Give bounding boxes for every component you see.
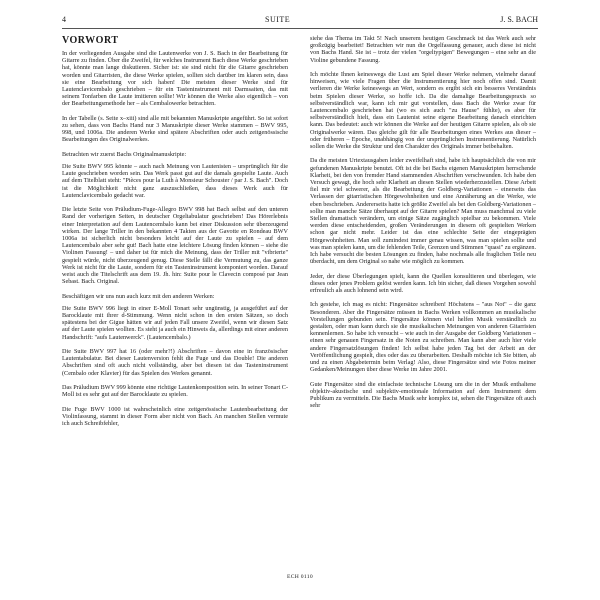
left-column <box>62 35 288 434</box>
preface-paragraph: Die Suite BWV 995 könnte – auch nach Meinung von Lautenisten – ursprünglich für die Laute geschrieben worden sein. Das Werk passt gut auf die damals gespielte Laute. Auch auf dem Titelblatt steht: "Pièces pour la Luth à Monsieur Schouster / par J. S. Bach". Doch ist die Möglichkeit nicht ganz auszuschließen, dass dieses Werk auch für Lautenclavicembalo gedacht war. <box>62 163 288 199</box>
preface-paragraph: Ich möchte Ihnen keineswegs die Lust am Spiel dieser Werke nehmen, vielmehr darauf hinweisen, wie viele Fragen über die Instrumentierung hier noch offen sind. Damit verlieren die Werke keineswegs an Wert, sondern es ergibt sich ein besseres Verständnis beim Spielen dieser Werke, so hoffe ich. Da die damalige Bearbeitungspraxis so selbstverständlich war, kann ich mir gut vorstellen, dass Bach die Werke zwar für Lautencembalo geschrieben hat (wo es sich auch "zu Hause" fühlte), es aber für selbstverständlich hielt, dass ein Lautenist seine eigene Bearbeitung danach einrichten kann. Das bedeutet: auch wir können die Werke auf der heutigen Gitarre spielen, als ob sie Originalwerke wären. Das gleiche gilt für alle Bearbeitungen eines Werkes aus dieser – oder früheren – Epoche, unabhängig von der ursprünglichen Instrumentierung. Natürlich sollen die Werke die Struktur und den Charakter des Originals immer beibehalten. <box>310 71 536 151</box>
preface-paragraph: Jeder, der diese Überlegungen spielt, kann die Quellen konsultieren und überlegen, wie dieses oder jenes Problem gelöst werden kann. Ich bin sicher, daß dieses Vorgehen sowohl erfreulich als auch lohnend sein wird. <box>310 272 536 295</box>
preface-paragraph: Die letzte Seite von Präludium-Fuge-Allegro BWV 998 hat Bach selbst auf den unteren Rand der vorherigen Seiten, in deutscher Orgeltabulatur geschrieben! Das Hörerlebnis einer Interpretation auf dem Lautencembalo kann bei einer Diskussion sehr überzeugend wirken. Der lange Triller in den bekannten 4 Takten aus der Gavotte en Rondeau BWV 1006a ist sicherlich nicht besonders leicht auf der Laute zu spielen – auf dem Lautencembalo aber sehr gut! Bach hatte eine leichtere Lösung finden können – siehe die Violinen Fassung! – und daher ist für mich die Meinung, dass der Triller mit "vibrierte" gespielt würde, nicht überzeugend genug. Diese Stelle fällt die Vermutung zu, das ganze Werk ist nicht für die Laute, sondern für ein Tasteninstrument komponiert worden. Darauf weist auch die Titelschrift aus dem 19. Jh. hin: Suite pour le Clavecin composé par Jean Sebast. Bach. Original. <box>62 206 288 286</box>
preface-paragraph: In der Tabelle (s. Seite x–xiii) sind alle mit bekannten Manuskripte angeführt. So ist sofort zu sehen, dass von Bachs Hand nur 3 Manuskripte dieser Werke stammen – BWV 995, 998, und 1006a. Die anderen Werke sind spätere Abschriften oder auch zeitgenössische Bearbeitungen des Originalwerkes. <box>62 114 288 144</box>
running-author: J. S. BACH <box>500 15 538 24</box>
header-rule <box>62 28 538 29</box>
publisher-code: ECH 0110 <box>287 574 313 580</box>
running-head <box>0 14 600 26</box>
running-title: SUITE <box>265 15 291 24</box>
page-number: 4 <box>62 15 66 24</box>
preface-paragraph: Die Fuge BWV 1000 ist wahrscheinlich eine zeitgenössische Lautenbearbeitung der Violinfassung, stammt in dieser Form aber nicht von Bach. An manchen Stellen vermute ich auch Schreibfehler, <box>62 405 288 428</box>
preface-paragraph: Die Suite BWV 997 hat 16 (oder mehr?!) Abschriften – davon eine in französischer Lautentabulatur. Bei dieser Lautenversion fehlt die Fuge und das Double! Die anderen Abschriften sind oft auch nicht vollständig, aber bei diesen ist das Tasteninstrument (Cembalo oder Klavier) für das Spielen des Werkes genannt. <box>62 348 288 377</box>
right-column <box>310 35 536 417</box>
preface-heading: VORWORT <box>62 35 119 46</box>
preface-paragraph: In der vorliegenden Ausgabe sind die Lautenwerke von J. S. Bach in der Bearbeitung für Gitarre zu finden. Über die Zweifel, für welches Instrument Bach diese Werke geschrieben hat, könnte man lange diskutieren. Sicher ist: sie sind nicht für die Gitarre geschrieben worden und Gitarristen, die diese Werke spielen, sollten sich darüber im klaren sein, dass sie eine Bearbeitung vor sich haben! Die meisten dieser Werke sind für Lautenclavicembalo geschrieben – für ein Tasteninstrument mit Darmsaiten, das mit seinem Tonfarben die Laute imitieren sollte! Wir können die Werke also eigentlich – von der Bearbeitungsmethode her – als Cembalowerke betrachten. <box>62 50 288 108</box>
preface-paragraph: Da die meisten Urtextausgaben leider zweifelhaft sind, habe ich hauptsächlich die von mir gefundenen Manuskripte benutzt. Oft ist die bei Bachs eigenen Manuskripten herrschende Klarheit, bei den von fremder Hand stammenden Abschriften verschwunden. Ich habe den Versuch gewagt, die hoch sehr Klarheit an diesen Stellen wiederherzustellen. Diese Arbeit fiel mir viel schwerer, als die Bearbeitung der Goldberg-Variationen – einerseits das Verlassen der gitarristischen Hörgewohnheiten und eine Annäherung an die Werke, wie eben beschrieben. Andererseits hatte ich größte Zweifel als bei den Goldberg-Variationen – sollte man manche Sätze überhaupt auf der Gitarre spielen? Man muss manchmal zu viele Stellen dramatisch verändern, um einige Sätze zugänglich spielbar zu bekommen. Viele werden diese entscheidenden, großen Veränderungen in diesem oft gespielten Werken schon gar nicht mehr. Leider ist das eine schlechte Seite der eingeprägten Hörgewohnheiten. Man soll zumindest immer genau wissen, was man spielen sollte und was man spielen kann, um die fehlenden Teile, Grenzen und Stimmen "quasi" zu ergänzen. Ich habe versucht die besten Lösungen zu finden, habe nochmals alle fraglichen Teile neu überdacht, um dem Original so nahe wie möglich zu kommen. <box>310 157 536 266</box>
preface-paragraph: Gute Fingersätze sind die einfachste technische Lösung um die in der Musik enthaltene objektiv-akustische und subjektiv-emotionale Information auf dem Instrument dem Publikum zu vermitteln. Die Bachs Musik sehr komplex ist, sehen die Fingersätze oft auch sehr <box>310 380 536 410</box>
preface-paragraph: siehe das Thema im Takt 5! Nach unserem heutigen Geschmack ist das Werk auch sehr großzügig bearbeitet! Betrachten wir nun die Orgelfassung genauer, auch diese ist nicht von Bachs Hand. Sie ist – trotz der vielen "orgeltypigen" Bewegungen – eine sehr an die Violine gebundene Fassung. <box>310 35 536 64</box>
preface-paragraph: Die Suite BWV 996 liegt in einer E-Moll Tonart sehr ungünstig, ja ausgeführt auf der Barocklaute mit ihrer d-Stimmung. Wenn nicht schon in den ersten Sätzen, so doch spätestens bei der Gigue hätten wir auf jeden Fall unsere Zweifel, wenn wir diesen Satz auf der Laute spielen wollten. Es steht ja auch ein Hinweis da, allerdings mit einer anderen Handschrift: "aufs Lautenwerck". (Lautencembalo.) <box>62 304 288 341</box>
preface-paragraph: Betrachten wir zuerst Bachs Originalmanuskripte: <box>62 150 187 158</box>
preface-paragraph: Beschäftigen wir uns nun auch kurz mit den anderen Werken: <box>62 292 215 300</box>
preface-paragraph: Das Präludium BWV 999 könnte eine richtige Lautenkomposition sein. In seiner Tonart C-Moll ist es sehr gut auf der Barocklaute zu spielen. <box>62 384 288 399</box>
preface-paragraph: Ich gestehe, ich mag es nicht: Fingersätze schreiben! Höchstens – "aus Not" – die ganz Besonderen. Aber die Fingersätze müssen in Bachs Werken vollkommen an musikalische Vorstellungen gebunden sein. Fingersätze können viel helfen Musik verständlich zu gestalten, oder man kann durch sie die musikalischen Meinungen von anderen Gitarristen kennenlernen. So habe ich versucht – wie auch in der Ausgabe der Goldberg Variationen – einen sehr genauen Fingersatz in die Noten zu schreiben. Man kann aber auch hier viele andere Fingersatzlösungen finden! Ich selbst habe jeden Tag bei der Arbeit an der Veröffentlichung gespielt, dies oder das zu überarbeiten. Deshalb möchte ich Sie bitten, ab und zu einen Abgabetermin beim Verlag! Also, diese Fingersätze sind wie Fotos meiner Gedanken/Meinungen über diese Werke im Jahre 2001. <box>310 301 536 374</box>
